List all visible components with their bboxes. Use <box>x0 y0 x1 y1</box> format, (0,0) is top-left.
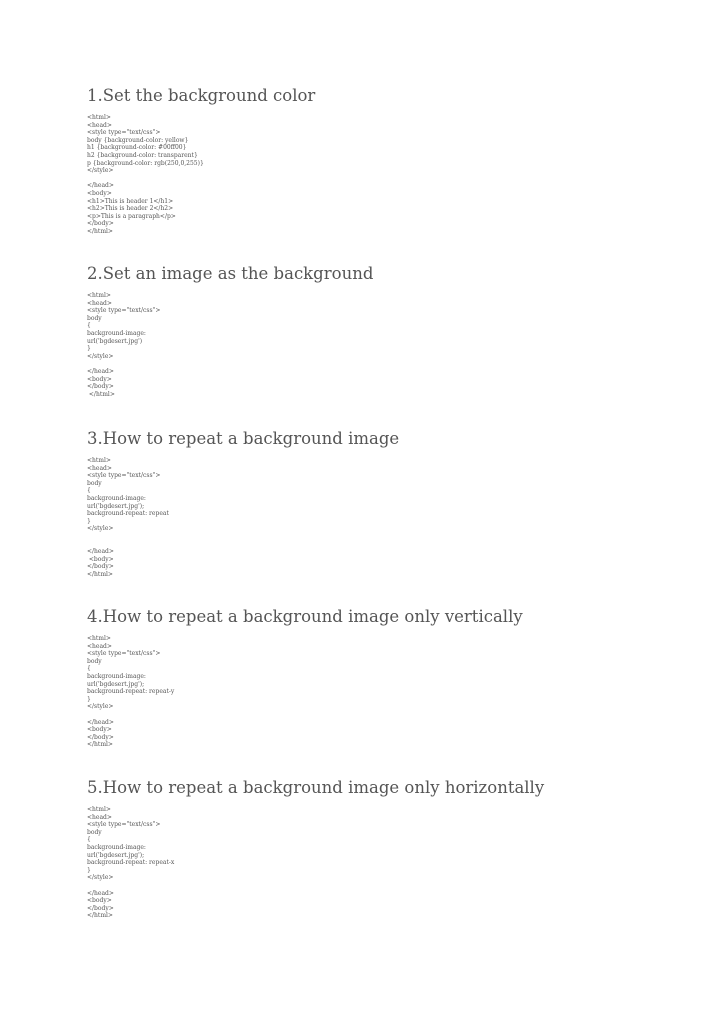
code-line: <style type="text/css"> <box>87 650 161 658</box>
code-line: { <box>87 322 91 330</box>
code-line: { <box>87 487 91 495</box>
code-line: <h1>This is header 1</h1> <box>87 197 174 205</box>
code-line: </head> <box>87 718 114 726</box>
section-heading: 1.Set the background color <box>87 86 316 105</box>
code-line: </style> <box>87 703 114 711</box>
code-line: p {background-color: rgb(250,0,255)} <box>87 159 204 167</box>
code-line: </head> <box>87 367 114 375</box>
code-line: </body> <box>87 383 114 391</box>
section-heading: 5.How to repeat a background image only horizontally <box>87 778 545 797</box>
code-line: h1 {background-color: #00ff00} <box>87 144 187 152</box>
section-5 <box>87 778 687 920</box>
code-line <box>87 541 687 549</box>
code-line: </html> <box>87 570 113 578</box>
code-line: url('bgdesert.jpg'); <box>87 680 145 688</box>
code-line: </html> <box>87 390 115 398</box>
section-heading: 2.Set an image as the background <box>87 264 374 283</box>
code-line: background-image: <box>87 672 146 680</box>
code-line: url('bgdesert.jpg'); <box>87 851 145 859</box>
code-line: </head> <box>87 182 114 190</box>
code-line: } <box>87 695 91 703</box>
section-heading: 3.How to repeat a background image <box>87 429 400 448</box>
code-line: <head> <box>87 813 112 821</box>
code-line: <style type="text/css"> <box>87 307 161 315</box>
code-line: </html> <box>87 227 113 235</box>
code-line: background-repeat: repeat-y <box>87 688 175 696</box>
code-line: <body> <box>87 189 112 197</box>
code-line: background-repeat: repeat <box>87 510 169 518</box>
code-line <box>87 175 687 183</box>
code-line: <html> <box>87 114 111 121</box>
section-heading: 4.How to repeat a background image only vertically <box>87 607 523 626</box>
code-line: </style> <box>87 525 114 533</box>
code-line: body <box>87 479 102 487</box>
code-line: } <box>87 517 91 525</box>
code-line: background-repeat: repeat-x <box>87 859 175 867</box>
code-line <box>87 533 687 541</box>
code-line: url('bgdesert.jpg') <box>87 337 143 345</box>
code-block <box>87 457 687 579</box>
code-line: </body> <box>87 563 114 571</box>
code-line: <p>This is a paragraph</p> <box>87 212 176 220</box>
code-line: } <box>87 345 91 353</box>
code-line <box>87 711 687 719</box>
code-line: body <box>87 657 102 665</box>
code-line: <html> <box>87 635 111 642</box>
code-line: <style type="text/css"> <box>87 472 161 480</box>
code-line: body <box>87 828 102 836</box>
code-line: background-image: <box>87 843 146 851</box>
code-line <box>87 882 687 890</box>
code-block <box>87 635 687 749</box>
code-line: background-image: <box>87 329 146 337</box>
code-line: <html> <box>87 806 111 813</box>
code-line: <html> <box>87 457 111 464</box>
code-block <box>87 114 687 236</box>
code-line: <style type="text/css"> <box>87 129 161 137</box>
code-line: <head> <box>87 464 112 472</box>
code-line: <head> <box>87 299 112 307</box>
code-line: </body> <box>87 904 114 912</box>
code-line: <head> <box>87 642 112 650</box>
code-line: </head> <box>87 889 114 897</box>
code-line: </html> <box>87 741 113 749</box>
code-line: </html> <box>87 912 113 920</box>
code-line: </style> <box>87 874 114 882</box>
code-line: body {background-color: yellow} <box>87 136 189 144</box>
code-line: </body> <box>87 220 114 228</box>
code-block <box>87 806 687 920</box>
code-block <box>87 292 687 398</box>
section-4 <box>87 607 687 749</box>
code-line: <h2>This is header 2</h2> <box>87 205 174 213</box>
code-line: <body> <box>87 555 114 563</box>
code-line: <body> <box>87 726 112 734</box>
code-line: </head> <box>87 548 114 556</box>
code-line: } <box>87 866 91 874</box>
code-line: body <box>87 314 102 322</box>
section-2 <box>87 264 687 398</box>
code-line: url('bgdesert.jpg'); <box>87 502 145 510</box>
code-line: <head> <box>87 121 112 129</box>
code-line: <html> <box>87 292 111 299</box>
code-line: background-image: <box>87 494 146 502</box>
code-line: <body> <box>87 375 112 383</box>
code-line: <style type="text/css"> <box>87 821 161 829</box>
code-line: </style> <box>87 352 114 360</box>
section-1 <box>87 86 687 236</box>
code-line <box>87 360 687 368</box>
code-line: <body> <box>87 897 112 905</box>
code-line: { <box>87 836 91 844</box>
code-line: </style> <box>87 167 114 175</box>
code-line: </body> <box>87 733 114 741</box>
section-3 <box>87 429 687 579</box>
code-line: { <box>87 665 91 673</box>
code-line: h2 {background-color: transparent} <box>87 151 198 159</box>
